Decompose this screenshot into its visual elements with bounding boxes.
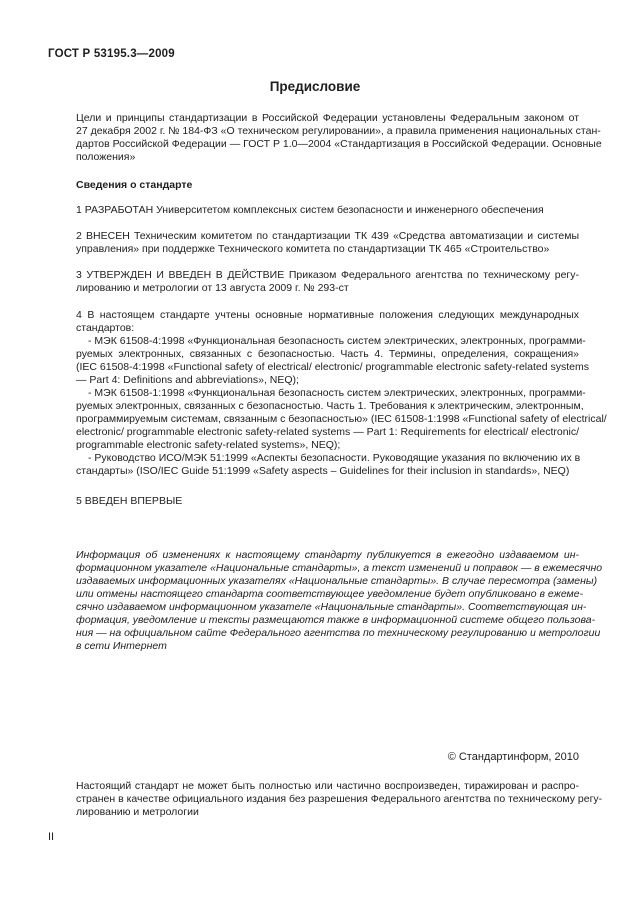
section-heading: Сведения о стандарте	[76, 179, 193, 191]
text-line: формационном указателе «Национальные стандарты», а текст изменений и поправок — в ежемесячно	[76, 562, 603, 574]
page-title: Предисловие	[269, 79, 361, 94]
page-number: II	[48, 831, 55, 843]
text-line: стандарты» (ISO/IEC Guide 51:1999 «Safety aspects – Guidelines for their inclusion in standards», NEQ)	[76, 465, 570, 477]
text-line: Цели и принципы стандартизации в Российской Федерации установлены Федеральным законом от	[76, 112, 579, 124]
text-line: положения»	[76, 151, 136, 163]
text-line: Информация об изменениях к настоящему стандарту публикуется в ежегодно издаваемом ин-	[76, 549, 579, 561]
text-line: руемых электронных, связанных с безопасностью. Часть 1. Требования к электрическим, электронным,	[76, 400, 584, 412]
text-line: electronic/ programmable electronic safety-related systems — Part 1: Requirements for electrical/ electronic/	[76, 426, 580, 438]
text-line: странен в качестве официального издания без разрешения Федерального агентства по техническому регу-	[76, 793, 603, 805]
text-line: - Руководство ИСО/МЭК 51:1999 «Аспекты безопасности. Руководящие указания по включению их в	[88, 452, 581, 464]
text-line: 4 В настоящем стандарте учтены основные нормативные положения следующих международных	[76, 309, 579, 321]
text-line: руемых электронных, связанных с безопасностью. Часть 4. Термины, определения, сокращения»	[76, 348, 579, 360]
text-line: программируемым системам, связанным с безопасностью» (IEC 61508-1:1998 «Functional safety of electrical/	[76, 413, 607, 425]
text-line: (IEC 61508-4:1998 «Functional safety of electrical/ electronic/ programmable electronic safety-related systems	[76, 361, 589, 373]
text-line: в сети Интернет	[76, 640, 167, 652]
text-line: лированию и метрологии от 13 августа 2009 г. № 293-ст	[76, 282, 349, 294]
text-line: дартов Российской Федерации — ГОСТ Р 1.0—2004 «Стандартизация в Российской Федерации. Основные	[76, 138, 602, 150]
text-line: 2 ВНЕСЕН Техническим комитетом по стандартизации ТК 439 «Средства автоматизации и системы	[76, 230, 579, 242]
text-line: стандартов:	[76, 322, 135, 334]
text-line: 5 ВВЕДЕН ВПЕРВЫЕ	[76, 495, 183, 507]
text-line: 27 декабря 2002 г. № 184-ФЗ «О техническом регулировании», а правила применения национальных стан-	[76, 125, 601, 137]
text-line: или отмены настоящего стандарта соответствующее уведомление будет опубликовано в ежеме-	[76, 588, 584, 600]
text-line: 3 УТВЕРЖДЕН И ВВЕДЕН В ДЕЙСТВИЕ Приказом Федерального агентства по техническому регу-	[76, 269, 579, 281]
text-line: сячно издаваемом информационном указателе «Национальные стандарты». Соответствующая ин-	[76, 601, 587, 613]
text-line: лированию и метрологии	[76, 806, 199, 818]
text-line: издаваемых информационных указателях «Национальные стандарты». В случае пересмотра (замены)	[76, 575, 598, 587]
text-line: programmable electronic safety-related systems», NEQ);	[76, 439, 341, 451]
text-line: формация, уведомление и тексты размещаются также в информационной системе общего пользова-	[76, 614, 596, 626]
text-line: — Part 4: Definitions and abbreviations», NEQ);	[76, 374, 299, 386]
standard-code: ГОСТ Р 53195.3—2009	[48, 48, 175, 60]
text-line: ния — на официальном сайте Федерального агентства по техническому регулированию и метрологии	[76, 627, 601, 639]
text-line: Настоящий стандарт не может быть полностью или частично воспроизведен, тиражирован и распро-	[76, 780, 579, 792]
text-line: управления» при поддержке Технического комитета по стандартизации ТК 465 «Строительство»	[76, 243, 550, 255]
text-line: 1 РАЗРАБОТАН Университетом комплексных систем безопасности и инженерного обеспечения	[76, 204, 544, 216]
copyright: © Стандартинформ, 2010	[447, 751, 579, 763]
text-line: - МЭК 61508-1:1998 «Функциональная безопасность систем электрических, электронных, программи-	[88, 387, 586, 399]
text-line: - МЭК 61508-4:1998 «Функциональная безопасность систем электрических, электронных, программи-	[88, 335, 586, 347]
